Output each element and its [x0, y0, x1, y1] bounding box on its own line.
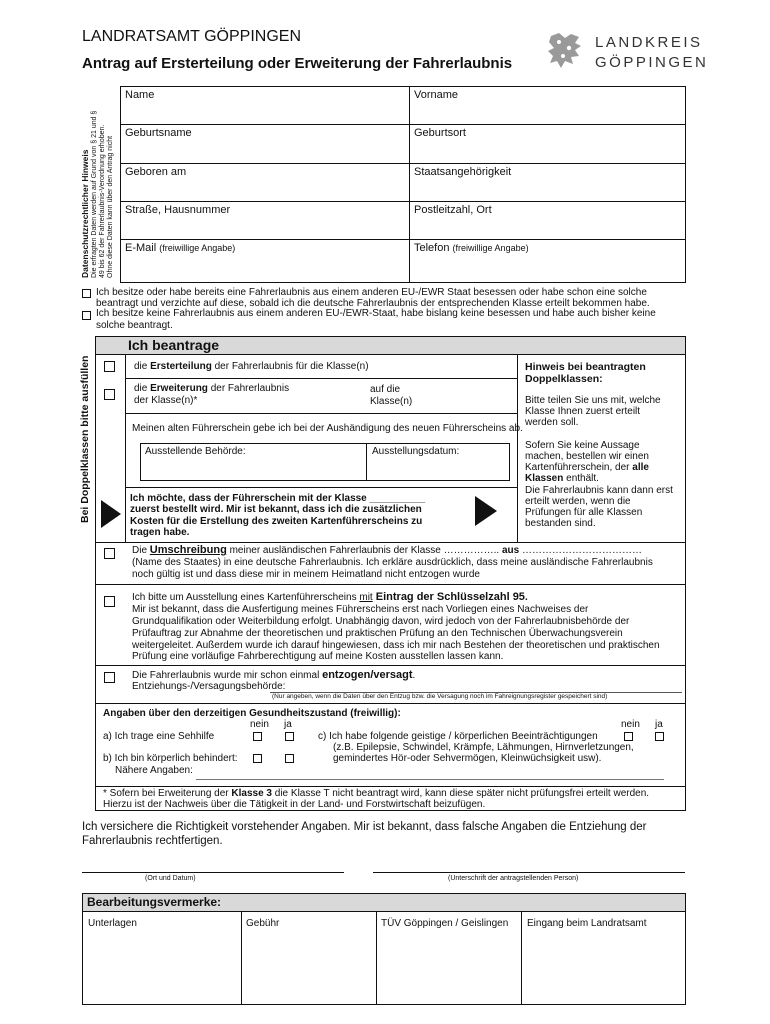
entzogen-note: (Nur angeben, wenn die Daten über den Entzug bzw. die Versagung noch im Fahreignungsregister gespeichert sind) [272, 693, 608, 700]
hint-p3-0: Die Fahrerlaubnis kann dann erst [525, 485, 673, 496]
office-name: LANDRATSAMT GÖPPINGEN [82, 28, 301, 45]
hint-p3-3: bestanden sind. [525, 518, 596, 529]
umschreibung-checkbox[interactable] [104, 548, 115, 559]
health-ja-right: ja [655, 719, 663, 730]
arrow-right-icon [101, 500, 121, 528]
eu-option-1-a: Ich besitze oder habe bereits eine Fahrerlaubnis aus einem anderen EU-/EWR Staat besessen oder habe schon eine solche [96, 287, 647, 298]
ort-datum-field[interactable]: (Ort und Datum) [145, 875, 196, 882]
geboren-field[interactable]: Geboren am [125, 166, 187, 178]
ausstellungsdatum-field[interactable]: Ausstellungsdatum: [372, 446, 460, 457]
privacy-title: Datenschutzrechtlicher Hinweis [80, 149, 90, 278]
hint-p1-0: Bitte teilen Sie uns mit, welche [525, 395, 661, 406]
behindert-ja-checkbox[interactable] [285, 754, 294, 763]
beeintraechtigung-label-2: (z.B. Epilepsie, Schwindel, Krämpfe, Lähmungen, Hirnverletzungen, [333, 742, 634, 753]
double-class-side-label: Bei Doppelklassen bitte ausfüllen [79, 355, 91, 523]
geburtsname-field[interactable]: Geburtsname [125, 127, 192, 139]
sehhilfe-nein-checkbox[interactable] [253, 732, 262, 741]
beeintraechtigung-nein-checkbox[interactable] [624, 732, 633, 741]
sehhilfe-label: a) Ich trage eine Sehhilfe [103, 731, 215, 742]
privacy-line-1: Die erfragten Daten werden auf Grund von § 21 und § [91, 110, 98, 278]
declaration-line-2: Fahrerlaubnis rechtfertigen. [82, 835, 223, 847]
gebuehr-column: Gebühr [246, 918, 280, 929]
hint-title-1: Hinweis bei beantragten [525, 361, 646, 373]
email-label: E-Mail [125, 242, 157, 254]
hint-p2-3: Klassen enthält. [525, 473, 599, 484]
doppel-line-3: Kosten für die Erstellung des zweiten Kartenführerscheins zu [130, 516, 423, 527]
umschreibung-line-3: noch gültig ist und dass diese mir in meinem Heimatland nicht entzogen wurde [132, 569, 480, 580]
schluesselzahl-line-6: Prüfung eine vorläufige Fahrberechtigung auf meine Kosten ausstellen lassen kann. [132, 651, 504, 662]
lion-crest-icon [545, 30, 589, 74]
beeintraechtigung-label-1: c) Ich habe folgende geistige / körperlichen Beeinträchtigungen [318, 731, 598, 742]
eu-option-1-b: beantragt und verzichte auf diese, sobald ich die deutsche Fahrerlaubnis der entsprechenden Klasse erteilt bekommen habe. [96, 298, 650, 309]
eu-license-checkbox[interactable] [82, 289, 91, 298]
privacy-line-3: Ohne diese Daten kann über den Antrag nicht [107, 135, 114, 278]
footnote-line-2: Hierzu ist der Nachweis über die Tätigkeit in der Land- und Forstwirtschaft beizufügen. [103, 799, 486, 810]
tuev-column: TÜV Göppingen / Geislingen [381, 918, 509, 929]
district-logo [545, 28, 709, 76]
vorname-field[interactable]: Vorname [414, 89, 459, 101]
alter-fuehrerschein-note: Meinen alten Führerschein gebe ich bei der Aushändigung des neuen Führerscheins ab. [132, 423, 523, 434]
unterschrift-field[interactable]: (Unterschrift der antragstellenden Person) [448, 875, 579, 882]
hint-p2-0: Sofern Sie keine Aussage [525, 440, 640, 451]
page-title: Antrag auf Ersterteilung oder Erweiterung der Fahrerlaubnis [82, 55, 513, 72]
auf-die-label: auf die [370, 384, 401, 395]
name-field[interactable]: Name [125, 89, 155, 101]
sehhilfe-ja-checkbox[interactable] [285, 732, 294, 741]
schluesselzahl-line-3: Grundqualifikation oder Weiterbildung erfolgt. Unabhängig davon, wird jedoch von der Fahrerlaubnisbehörde der [132, 616, 630, 627]
health-ja-left: ja [284, 719, 292, 730]
telefon-note: (freiwillige Angabe) [452, 243, 529, 253]
hint-p2-1: machen, bestellen wir einen [525, 451, 649, 462]
privacy-notice [80, 88, 115, 278]
erweiterung-label: die Erweiterung der Fahrerlaubnis [134, 383, 290, 394]
no-eu-license-checkbox[interactable] [82, 311, 91, 320]
email-note: (freiwillige Angabe) [159, 243, 236, 253]
telefon-label: Telefon [414, 242, 450, 254]
health-title: Angaben über den derzeitigen Gesundheitszustand (freiwillig): [103, 708, 401, 719]
entzogen-line-1: Die Fahrerlaubnis wurde mir schon einmal entzogen/versagt. [132, 669, 416, 681]
schluesselzahl-line-2: Mir ist bekannt, dass die Ausfertigung meines Führerscheins erst nach Vorliegen eines Nachweises der [132, 604, 589, 615]
doppel-line-4: tragen habe. [130, 527, 190, 538]
hint-p3-2: Prüfungen für alle Klassen [525, 507, 643, 518]
eu-option-2-a: Ich besitze keine Fahrerlaubnis aus einem anderen EU-/EWR-Staat, habe bislang keine besessen und habe auch bisher keine [96, 308, 656, 319]
erweiterung-checkbox[interactable] [104, 389, 115, 400]
hint-p3-1: erteilt werden, wenn die [525, 496, 631, 507]
ersterteilung-checkbox[interactable] [104, 361, 115, 372]
telefon-field[interactable] [414, 242, 529, 254]
privacy-line-2: 49 bis 62 der Fahrerlaubnis-Verordnung erhoben. [99, 124, 106, 278]
umschreibung-line-1: Die Umschreibung meiner ausländischen Fahrerlaubnis der Klasse …………….. aus ……………………………… [132, 544, 642, 556]
geburtsort-field[interactable]: Geburtsort [414, 127, 466, 139]
office-use-title: Bearbeitungsvermerke: [87, 895, 222, 909]
auf-klasse-label: Klasse(n) [370, 396, 413, 407]
email-field[interactable] [125, 242, 235, 254]
eingang-column: Eingang beim Landratsamt [527, 918, 647, 929]
umschreibung-line-2: (Name des Staates) in eine deutsche Fahrerlaubnis. Ich erkläre ausdrücklich, dass meine ausländische Fahrerlaubnis [132, 557, 653, 568]
naehere-angaben-field[interactable]: Nähere Angaben: [115, 765, 193, 776]
hint-p1-1: Klasse Ihnen zuerst erteilt [525, 406, 641, 417]
strasse-field[interactable]: Straße, Hausnummer [125, 204, 231, 216]
doppel-line-1: Ich möchte, dass der Führerschein mit der Klasse __________ [130, 493, 426, 504]
hint-p2-2: Kartenführerschein, der alle [525, 462, 649, 473]
schluesselzahl-line-1: Ich bitte um Ausstellung eines Kartenführerscheins mit Eintrag der Schlüsselzahl 95. [132, 591, 528, 603]
behindert-label: b) Ich bin körperlich behindert: [103, 753, 238, 764]
staat-field[interactable]: Staatsangehörigkeit [414, 166, 512, 178]
health-nein-right: nein [621, 719, 640, 730]
declaration-line-1: Ich versichere die Richtigkeit vorstehender Angaben. Mir ist bekannt, dass falsche Angaben die Entziehung der [82, 821, 647, 833]
schluesselzahl-line-4: Prüfauftrag zur Abnahme der theoretischen und praktischen Prüfung an den Technischen Überwachungsverein [132, 628, 623, 639]
health-nein-left: nein [250, 719, 269, 730]
footnote-line-1: * Sofern bei Erweiterung der Klasse 3 die Klasse T nicht beantragt wird, kann diese später nicht prüfungsfrei erteilt werden. [103, 788, 650, 799]
arrow-right-icon [475, 496, 497, 526]
beeintraechtigung-ja-checkbox[interactable] [655, 732, 664, 741]
request-heading: Ich beantrage [128, 337, 220, 353]
unterlagen-column: Unterlagen [88, 918, 137, 929]
eu-option-2-b: solche beantragt. [96, 320, 173, 331]
doppel-line-2: zuerst bestellt wird. Mir ist bekannt, dass ich die zusätzlichen [130, 504, 422, 515]
ersterteilung-label: die Ersterteilung der Fahrerlaubnis für die Klasse(n) [134, 361, 369, 372]
schluesselzahl-checkbox[interactable] [104, 596, 115, 607]
logo-text-1: LANDKREIS [595, 34, 703, 51]
beeintraechtigung-label-3: gemindertes Hör-oder Sehvermögen, Kleinwüchsigkeit usw). [333, 753, 602, 764]
entzogen-checkbox[interactable] [104, 672, 115, 683]
ausstellende-behoerde-field[interactable]: Ausstellende Behörde: [145, 446, 246, 457]
logo-text-2: GÖPPINGEN [595, 54, 709, 71]
entziehungsbehoerde-field[interactable]: Entziehungs-/Versagungsbehörde: [132, 681, 286, 692]
erweiterung-label-2: der Klasse(n)* [134, 395, 198, 406]
plz-field[interactable]: Postleitzahl, Ort [414, 204, 492, 216]
hint-title-2: Doppelklassen: [525, 373, 603, 385]
behindert-nein-checkbox[interactable] [253, 754, 262, 763]
schluesselzahl-line-5: weitergeleitet. Außerdem wurde ich darauf hingewiesen, dass ich mir nach Bestehen der theoretischen und praktischen [132, 640, 660, 651]
hint-p1-2: werden soll. [525, 417, 579, 428]
